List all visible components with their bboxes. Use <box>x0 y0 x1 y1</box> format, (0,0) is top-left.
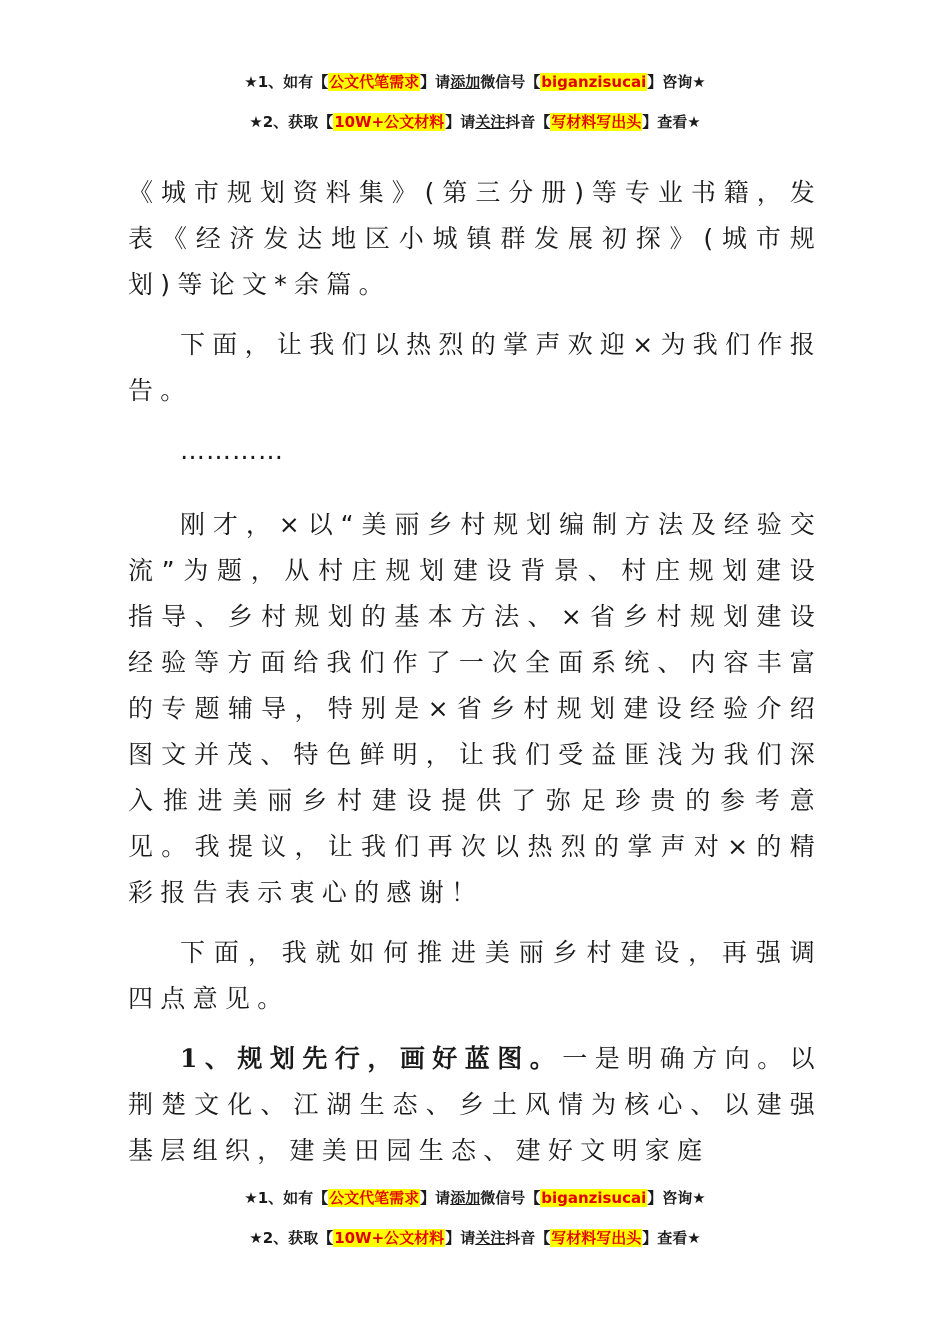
banner-highlight: 公文代笔需求 <box>329 73 420 91</box>
banner-text: 】请 <box>445 1229 476 1247</box>
section-heading: 、规划先行，画好蓝图。 <box>204 1044 563 1073</box>
paragraph-5: 下面，我就如何推进美丽乡村建设，再强调四点意见。 <box>128 938 822 1013</box>
bottom-banner-line-2 <box>0 1228 950 1248</box>
banner-text: 】查看★ <box>642 113 701 131</box>
banner-text: 】咨询★ <box>647 73 706 91</box>
section-number: 1 <box>180 1044 205 1073</box>
section-text: 一是明确方向。以荆楚文化、江湖生态、乡土风情为核心、以建强基层组织，建美田园生态、建好文明家庭 <box>128 1044 822 1165</box>
banner-text: 抖音【 <box>505 1229 551 1247</box>
banner-text: 微信号【 <box>480 73 541 91</box>
banner-text: 】咨询★ <box>647 1189 706 1207</box>
banner-text: 抖音【 <box>505 113 551 131</box>
top-banner-line-1 <box>0 72 950 92</box>
banner-underlined: 添加 <box>450 73 481 91</box>
paragraph-6 <box>128 1036 822 1174</box>
paragraph-1: 《城市规划资料集》(第三分册)等专业书籍，发表《经济发达地区小城镇群发展初探》(城市规划)等论文*余篇。 <box>128 178 822 299</box>
banner-text: ★2、获取【 <box>249 113 334 131</box>
banner-highlight-douyin: 写材料写出头 <box>551 1229 642 1247</box>
banner-text: 】请 <box>420 73 451 91</box>
document-body <box>128 170 822 1188</box>
banner-text: 】请 <box>445 113 476 131</box>
banner-text: ★1、如有【 <box>244 73 329 91</box>
banner-highlight-wechat: biganzisucai <box>541 73 647 91</box>
banner-underlined: 关注 <box>475 113 506 131</box>
paragraph-ellipsis: ………… <box>180 436 284 465</box>
banner-text: 】请 <box>420 1189 451 1207</box>
banner-highlight: 公文代笔需求 <box>329 1189 420 1207</box>
banner-highlight: 10W+公文材料 <box>334 1229 445 1247</box>
paragraph-2: 下面，让我们以热烈的掌声欢迎×为我们作报告。 <box>128 330 822 405</box>
banner-highlight: 10W+公文材料 <box>334 113 445 131</box>
banner-text: 微信号【 <box>480 1189 541 1207</box>
banner-highlight-douyin: 写材料写出头 <box>551 113 642 131</box>
paragraph-4: 刚才，×以“美丽乡村规划编制方法及经验交流”为题，从村庄规划建设背景、村庄规划建设指导、乡村规划的基本方法、×省乡村规划建设经验等方面给我们作了一次全面系统、内容丰富的专题辅导，特别是×省乡村规划建设经验介绍图文并茂、特色鲜明，让我们受益匪浅为我们深入推进美丽乡村建设提供了弥足珍贵的参考意见。我提议，让我们再次以热烈的掌声对×的精彩报告表示衷心的感谢！ <box>128 510 822 907</box>
banner-text: 】查看★ <box>642 1229 701 1247</box>
banner-text: ★2、获取【 <box>249 1229 334 1247</box>
banner-text: ★1、如有【 <box>244 1189 329 1207</box>
bottom-banner-line-1 <box>0 1188 950 1208</box>
banner-underlined: 关注 <box>475 1229 506 1247</box>
top-banner-line-2 <box>0 112 950 132</box>
banner-underlined: 添加 <box>450 1189 481 1207</box>
banner-highlight-wechat: biganzisucai <box>541 1189 647 1207</box>
